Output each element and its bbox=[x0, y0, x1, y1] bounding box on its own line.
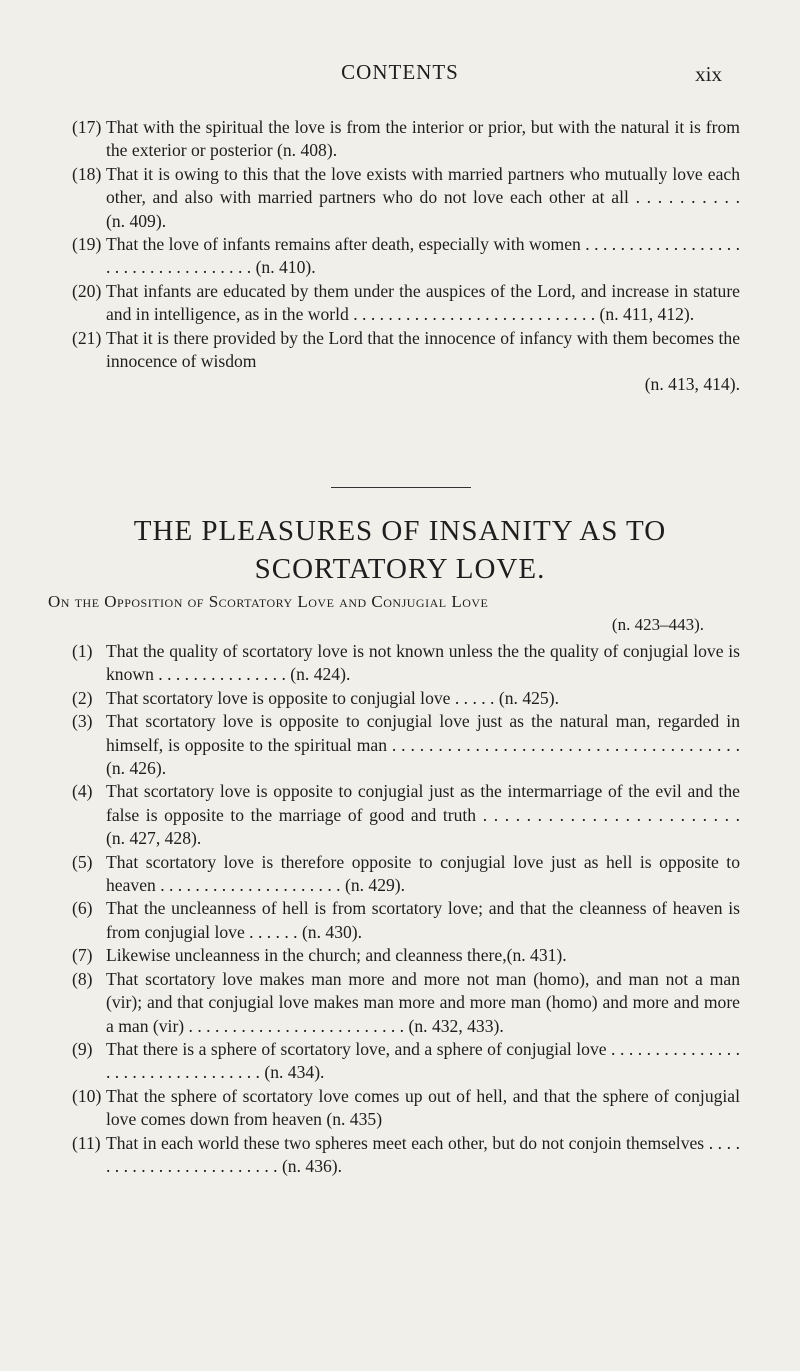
contents-entry bbox=[72, 710, 740, 780]
entry-text: That scortatory love is opposite to conjugial love . . . . . bbox=[106, 687, 495, 708]
entry-text: That the uncleanness of hell is from scortatory love; and that the cleanness of heaven is from conjugial love . . . . . . bbox=[106, 898, 740, 942]
entry-number: (17) bbox=[72, 117, 102, 137]
entry-text: That the sphere of scortatory love comes up out of hell, and that the sphere of conjugial love comes down from heaven bbox=[106, 1085, 740, 1130]
entry-number: (2) bbox=[72, 687, 93, 708]
entry-text: That with the spiritual the love is from the interior or prior, but with the natural it is from the exterior or posterior bbox=[106, 117, 740, 161]
entry-text: Likewise uncleanness in the church; and cleanness there, bbox=[106, 945, 507, 966]
contents-entry bbox=[72, 1038, 740, 1085]
section-title-line-1: THE PLEASURES OF INSANITY AS TO bbox=[133, 515, 667, 547]
entry-reference: (n. 436). bbox=[281, 1155, 343, 1176]
section-title bbox=[0, 512, 800, 588]
entry-number: (10) bbox=[72, 1085, 102, 1106]
entry-reference: (n. 410). bbox=[255, 257, 316, 278]
entry-reference: (n. 432, 433). bbox=[408, 1015, 504, 1036]
entry-number: (3) bbox=[72, 711, 93, 732]
entry-number: (19) bbox=[72, 234, 102, 255]
contents-entry bbox=[72, 280, 740, 327]
entry-number: (1) bbox=[72, 641, 93, 661]
entry-text: That infants are educated by them under the auspices of the Lord, and increase in stature and in intelligence, as in the world . . . . . . . . . . . . . . . . . . . . . . . . . . . . bbox=[106, 280, 740, 325]
entry-reference: (n. 427, 428). bbox=[106, 828, 202, 849]
entry-reference: (n. 409). bbox=[106, 210, 167, 231]
section-title-line-2: SCORTATORY LOVE. bbox=[254, 553, 546, 585]
entry-reference: (n. 411, 412). bbox=[599, 304, 695, 325]
entry-text: That it is owing to this that the love exists with married partners who mutually love each other, and also with married partners who do not love each other at all . . . . . . . . . . bbox=[106, 163, 740, 208]
section-divider bbox=[331, 487, 471, 488]
entry-text: That in each world these two spheres meet each other, but do not conjoin themselves . . . . . . . . . . . . . . . . . . . . . . . . bbox=[106, 1132, 740, 1176]
entry-number: (4) bbox=[72, 781, 93, 802]
contents-entry bbox=[72, 897, 740, 944]
page-number: xix bbox=[695, 62, 722, 86]
contents-entry bbox=[72, 944, 740, 967]
entry-reference: (n. 424). bbox=[290, 664, 351, 685]
entry-text: That the quality of scortatory love is not known unless the the quality of conjugial love is known . . . . . . . . . . . . . . . bbox=[106, 641, 740, 685]
entry-number: (18) bbox=[72, 163, 102, 184]
chapter-subheading bbox=[48, 590, 740, 636]
entry-reference: (n. 429). bbox=[344, 875, 406, 896]
entry-number: (21) bbox=[72, 327, 102, 348]
running-title: CONTENTS bbox=[341, 60, 459, 84]
entry-text: That the love of infants remains after death, especially with women . . . . . . . . . . . . . . . . . . . . . . . . . . . . . . . . . . . bbox=[106, 234, 740, 278]
entry-text: That scortatory love is therefore opposite to conjugial love just as hell is opposite to heaven . . . . . . . . . . . . . . . . . . . . . bbox=[106, 851, 740, 896]
entry-text: That scortatory love is opposite to conjugial just as the intermarriage of the evil and the false is opposite to the marriage of good and truth . . . . . . . . . . . . . . . . . . . . . . . . bbox=[106, 781, 740, 825]
contents-entry bbox=[72, 851, 740, 898]
subheading-reference: (n. 423–443). bbox=[611, 615, 704, 634]
entry-reference: (n. 426). bbox=[106, 758, 167, 779]
entry-reference: (n. 425). bbox=[498, 687, 559, 708]
entry-number: (9) bbox=[72, 1038, 93, 1059]
entry-reference: (n. 435) bbox=[326, 1109, 383, 1130]
entry-text: That scortatory love is opposite to conjugial love just as the natural man, regarded in himself, is opposite to the spiritual man . . . . . . . . . . . . . . . . . . . . . . . . . . . . . . . . . . . . . . bbox=[106, 711, 740, 755]
entry-number: (5) bbox=[72, 851, 93, 872]
entry-text: That there is a sphere of scortatory love, and a sphere of conjugial love . . . . . . . . . . . . . . . . . . . . . . . . . . . . . . . . . bbox=[106, 1038, 740, 1083]
entry-text: That it is there provided by the Lord that the innocence of infancy with them becomes the innocence of wisdom bbox=[106, 327, 740, 372]
contents-entry bbox=[72, 1132, 740, 1179]
contents-entry bbox=[72, 233, 740, 280]
entry-number: (7) bbox=[72, 945, 93, 966]
entry-reference: (n. 408). bbox=[277, 140, 338, 161]
entry-reference: (n. 430). bbox=[301, 921, 363, 942]
entry-number: (8) bbox=[72, 968, 93, 989]
contents-entry bbox=[72, 780, 740, 850]
contents-entry bbox=[72, 640, 740, 687]
entry-number: (20) bbox=[72, 280, 102, 301]
contents-list bbox=[72, 640, 740, 1178]
contents-entry bbox=[72, 116, 740, 163]
contents-entry bbox=[72, 687, 740, 710]
entry-reference: (n. 434). bbox=[264, 1062, 325, 1083]
subheading-text: On the Opposition of Scortatory Love and Conjugial Love bbox=[48, 592, 489, 611]
entry-reference: (n. 413, 414). bbox=[644, 374, 740, 395]
contents-entry bbox=[72, 1085, 740, 1132]
page-header bbox=[0, 60, 800, 90]
entry-reference: (n. 431). bbox=[506, 945, 567, 966]
contents-list-continued bbox=[72, 116, 740, 397]
entry-text: That scortatory love makes man more and more not man (homo), and man not a man (vir); and that conjugial love makes man more and more man (homo) and more and more a man (vir) . . . . . . . . . . . . . . . . . . . . . . . . . bbox=[106, 968, 740, 1036]
contents-entry bbox=[72, 968, 740, 1038]
entry-number: (6) bbox=[72, 898, 93, 919]
contents-entry bbox=[72, 163, 740, 233]
contents-entry bbox=[72, 327, 740, 397]
entry-number: (11) bbox=[72, 1132, 101, 1153]
